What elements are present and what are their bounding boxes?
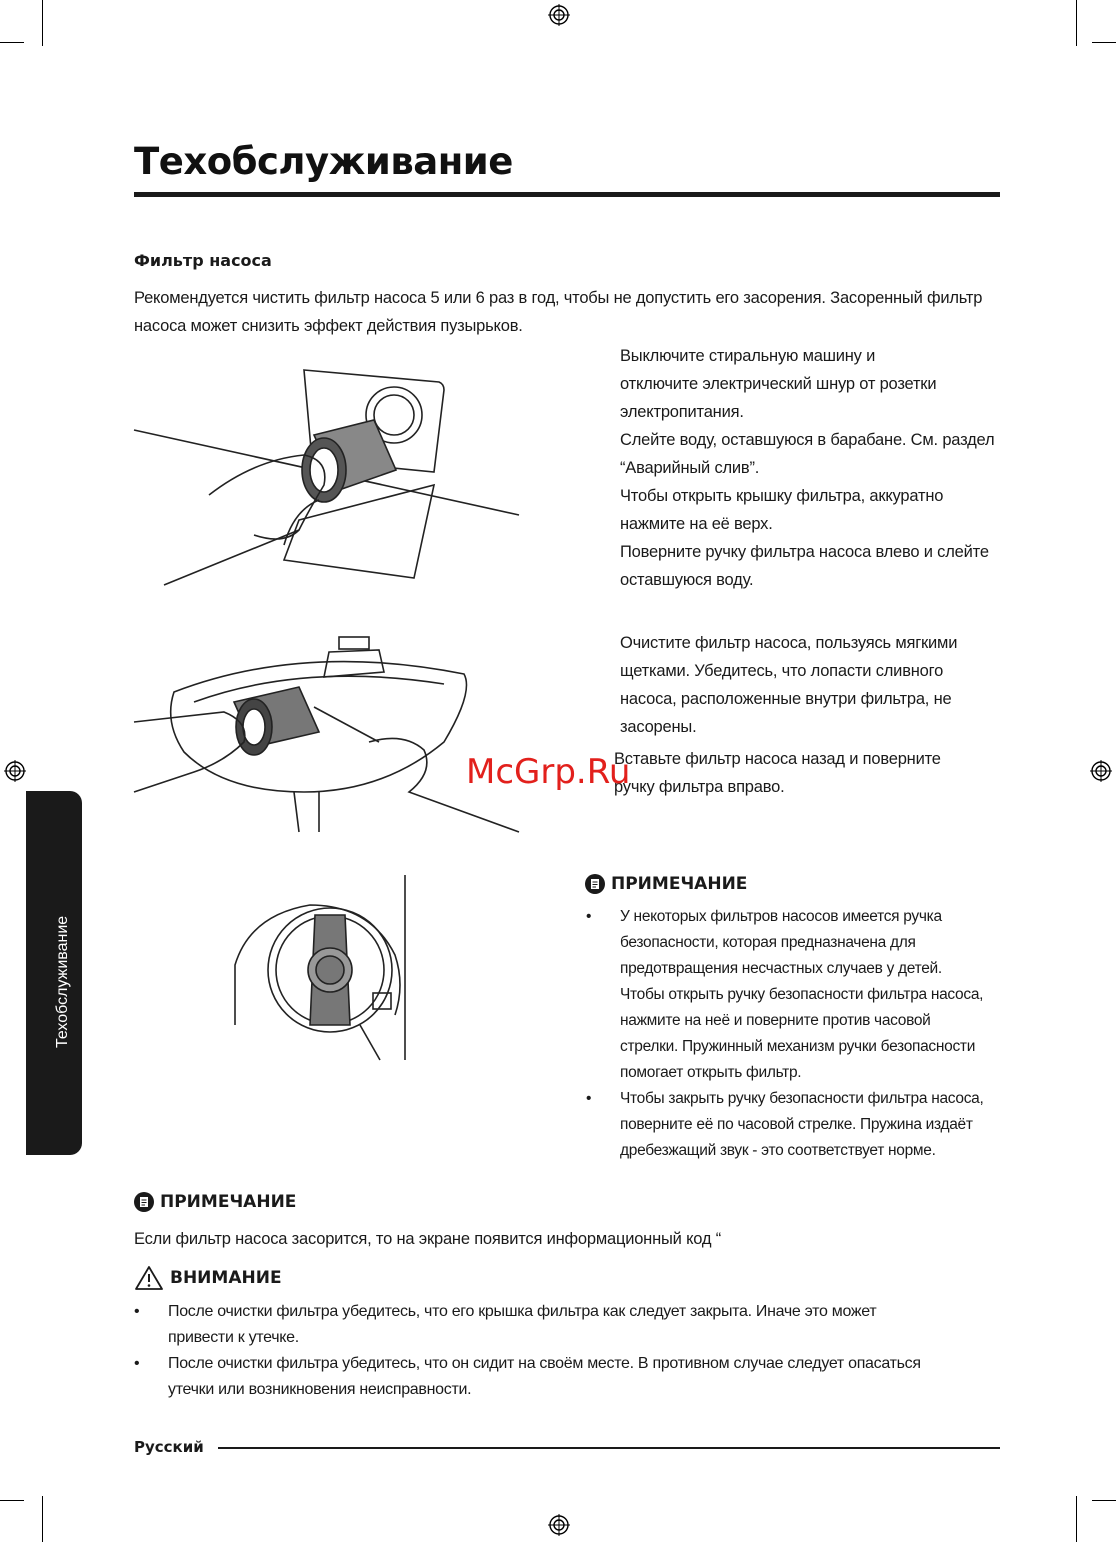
illustration-safety-handle (230, 875, 430, 1065)
list-item (134, 1299, 921, 1351)
crop-mark (0, 42, 24, 43)
crop-mark (1092, 42, 1116, 43)
page-title: Техобслуживание (134, 140, 513, 183)
footer-divider (218, 1447, 1000, 1449)
crop-mark (0, 1500, 24, 1501)
note1-bullets (586, 904, 984, 1164)
registration-mark-icon (548, 1514, 570, 1536)
step2-line: щетками. Убедитесь, что лопасти сливного (620, 662, 944, 680)
note-heading-label: ПРИМЕЧАНИЕ (160, 1192, 297, 1212)
note1-line: стрелки. Пружинный механизм ручки безопасности (620, 1038, 976, 1055)
caution-heading (134, 1265, 282, 1291)
step1-line: Поверните ручку фильтра насоса влево и слейте (620, 543, 989, 561)
note-heading (585, 874, 747, 894)
note-heading-label: ПРИМЕЧАНИЕ (611, 874, 748, 894)
step1-text (620, 342, 994, 594)
step1-line: нажмите на её верх. (620, 515, 773, 533)
caution-bullets (134, 1299, 921, 1403)
note-icon (585, 874, 605, 894)
section-intro: Рекомендуется чистить фильтр насоса 5 или 6 раз в год, чтобы не допустить его засорения. Засоренный фильтр насоса может снизить эффект действия пузырьков. (134, 289, 983, 335)
step2-line: Очистите фильтр насоса, пользуясь мягкими (620, 634, 958, 652)
bullet-icon: • (586, 908, 592, 925)
note1-line: предотвращения несчастных случаев у детей. (620, 960, 942, 977)
crop-mark (42, 1496, 43, 1542)
section-heading: Фильтр насоса (134, 251, 272, 270)
list-item (134, 1351, 921, 1403)
crop-mark (1092, 1500, 1116, 1501)
bullet-icon: • (134, 1355, 140, 1372)
registration-mark-icon (4, 760, 26, 782)
crop-mark (42, 0, 43, 46)
title-divider (134, 192, 1000, 197)
registration-mark-icon (548, 4, 570, 26)
note1-line: безопасности, которая предназначена для (620, 934, 916, 951)
crop-mark (1076, 0, 1077, 46)
step1-line: оставшуюся воду. (620, 571, 754, 589)
step1-line: отключите электрический шнур от розетки (620, 375, 937, 393)
note1-line: Чтобы закрыть ручку безопасности фильтра насоса, (620, 1090, 984, 1107)
footer-language: Русский (134, 1438, 204, 1456)
note1-line: дребезжащий звук - это соответствует норме. (620, 1142, 936, 1159)
list-item (586, 1086, 984, 1164)
caution-line: После очистки фильтра убедитесь, что он сидит на своём месте. В противном случае следует опасаться (168, 1355, 921, 1372)
illustration-clean-filter (134, 632, 524, 837)
step1-line: Выключите стиральную машину и (620, 347, 876, 365)
note-heading (134, 1192, 296, 1212)
registration-mark-icon (1090, 760, 1112, 782)
watermark: McGrp.Ru (466, 752, 631, 792)
note1-line: Чтобы открыть ручку безопасности фильтра насоса, (620, 986, 984, 1003)
bullet-icon: • (586, 1090, 592, 1107)
step2-line: насоса, расположенные внутри фильтра, не (620, 690, 952, 708)
note1-line: помогает открыть фильтр. (620, 1064, 802, 1081)
step2-line: засорены. (620, 718, 697, 736)
step1-line: “Аварийный слив”. (620, 459, 760, 477)
bullet-icon: • (134, 1303, 140, 1320)
step1-line: Чтобы открыть крышку фильтра, аккуратно (620, 487, 944, 505)
step2-text (614, 629, 958, 801)
side-tab-label: Техобслуживание (54, 915, 71, 1048)
note1-line: поверните её по часовой стрелке. Пружина издаёт (620, 1116, 973, 1133)
illustration-remove-filter (134, 360, 524, 590)
caution-line: привести к утечке. (168, 1329, 299, 1346)
step1-line: электропитания. (620, 403, 744, 421)
note2-text: Если фильтр насоса засорится, то на экране появится информационный код “ (134, 1230, 721, 1248)
note-icon (134, 1192, 154, 1212)
step2-line: Вставьте фильтр насоса назад и поверните (614, 750, 941, 768)
note1-line: У некоторых фильтров насосов имеется ручка (620, 908, 942, 925)
note1-line: нажмите на неё и поверните против часовой (620, 1012, 931, 1029)
step1-line: Слейте воду, оставшуюся в барабане. См. раздел (620, 431, 995, 449)
step2-line: ручку фильтра вправо. (614, 778, 785, 796)
caution-line: утечки или возникновения неисправности. (168, 1381, 472, 1398)
crop-mark (1076, 1496, 1077, 1542)
caution-heading-label: ВНИМАНИЕ (170, 1268, 282, 1288)
list-item (586, 904, 984, 1086)
warning-icon (134, 1265, 164, 1291)
caution-line: После очистки фильтра убедитесь, что его крышка фильтра как следует закрыта. Иначе это может (168, 1303, 877, 1320)
